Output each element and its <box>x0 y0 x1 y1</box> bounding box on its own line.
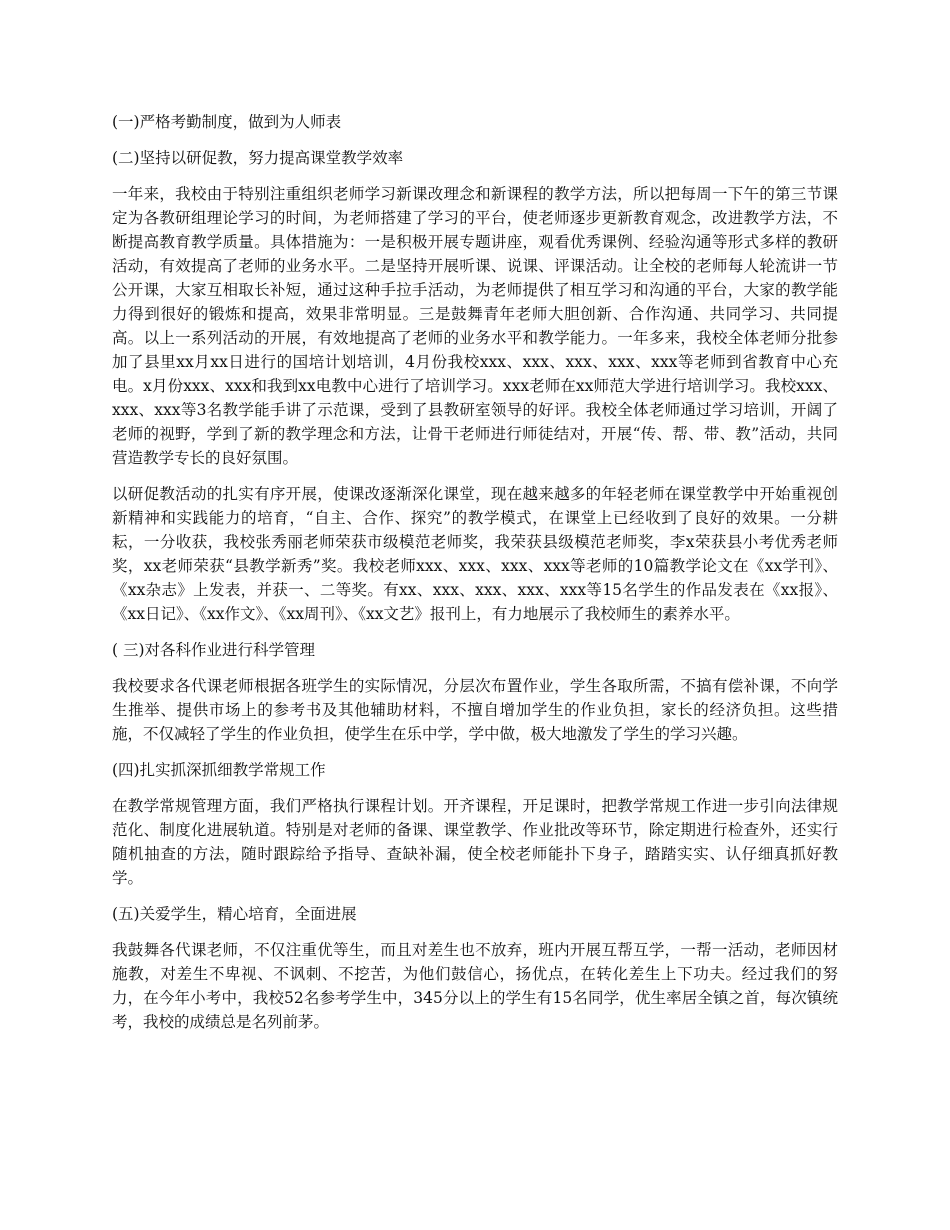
section-heading-4: (四)扎实抓深抓细教学常规工作 <box>112 761 326 779</box>
section-heading-5: (五)关爱学生，精心培育，全面进展 <box>112 905 357 923</box>
paragraph-student-care: 我鼓舞各代课老师，不仅注重优等生，而且对差生也不放弃，班内开展互帮互学，一帮一活动，老师因材施教，对差生不卑视、不讽刺、不挖苦，为他们鼓信心，扬优点，在转化差生上下功夫。经过我们的努力，在今年小考中，我校52名参考学生中，345分以上的学生有15名同学，优生率居全镇之首，每次镇统考，我校的成绩总是名列前茅。 <box>112 941 838 1031</box>
document-page <box>112 110 838 1046</box>
section-heading-2: (二)坚持以研促教，努力提高课堂教学效率 <box>112 149 404 167</box>
paragraph-teaching-routine: 在教学常规管理方面，我们严格执行课程计划。开齐课程，开足课时，把教学常规工作进一步引向法律规范化、制度化进展轨道。特别是对老师的备课、课堂教学、作业批改等环节，除定期进行检查外，还实行随机抽查的方法，随时跟踪给予指导、查缺补漏，使全校老师能扑下身子，踏踏实实、认仔细真抓好教学。 <box>112 797 838 887</box>
paragraph-teaching-research: 一年来，我校由于特别注重组织老师学习新课改理念和新课程的教学方法，所以把每周一下午的第三节课定为各教研组理论学习的时间，为老师搭建了学习的平台，使老师逐步更新教育观念，改进教学方法，不断提高教育教学质量。具体措施为：一是积极开展专题讲座，观看优秀课例、经验沟通等形式多样的教研活动，有效提高了老师的业务水平。二是坚持开展听课、说课、评课活动。让全校的老师每人轮流讲一节公开课，大家互相取长补短，通过这种手拉手活动，为老师提供了相互学习和沟通的平台，大家的教学能力得到很好的锻炼和提高，效果非常明显。三是鼓舞青年老师大胆创新、合作沟通、共同学习、共同提高。以上一系列活动的开展，有效地提高了老师的业务水平和教学能力。一年多来，我校全体老师分批参加了县里xx月xx日进行的国培计划培训，4月份我校xxx、xxx、xxx、xxx、xxx等老师到省教育中心充电。x月份xxx、xxx和我到xx电教中心进行了培训学习。xxx老师在xx师范大学进行培训学习。我校xxx、xxx、xxx等3名教学能手讲了示范课，受到了县教研室领导的好评。我校全体老师通过学习培训，开阔了老师的视野，学到了新的教学理念和方法，让骨干老师进行师徒结对，开展“传、帮、带、教”活动，共同营造教学专长的良好氛围。 <box>112 185 838 467</box>
paragraph-homework-management: 我校要求各代课老师根据各班学生的实际情况，分层次布置作业，学生各取所需，不搞有偿补课，不向学生推举、提供市场上的参考书及其他辅助材料，不擅自增加学生的作业负担，家长的经济负担。这些措施，不仅减轻了学生的作业负担，使学生在乐中学，学中做，极大地激发了学生的学习兴趣。 <box>112 677 838 743</box>
paragraph-achievements: 以研促教活动的扎实有序开展，使课改逐渐深化课堂，现在越来越多的年轻老师在课堂教学中开始重视创新精神和实践能力的培育，“自主、合作、探究”的教学模式，在课堂上已经收到了良好的效果。一分耕耘，一分收获，我校张秀丽老师荣获市级模范老师奖，我荣获县级模范老师奖，李x荣获县小考优秀老师奖，xx老师荣获“县教学新秀”奖。我校老师xxx、xxx、xxx、xxx等老师的10篇教学论文在《xx学刊》、《xx杂志》上发表，并获一、二等奖。有xx、xxx、xxx、xxx、xxx等15名学生的作品发表在《xx报》、《xx日记》、《xx作文》、《xx周刊》、《xx文艺》报刊上，有力地展示了我校师生的素养水平。 <box>112 485 838 623</box>
section-heading-1: (一)严格考勤制度，做到为人师表 <box>112 113 342 131</box>
section-heading-3: ( 三)对各科作业进行科学管理 <box>112 641 316 659</box>
